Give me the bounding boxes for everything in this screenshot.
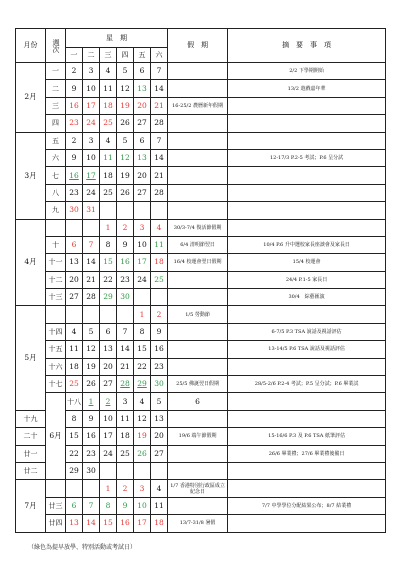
date-cell	[100, 202, 117, 219]
summary-cell: 13/2 遊戲嘉年華	[228, 80, 386, 97]
week-number-cell: 十三	[46, 289, 66, 306]
date-cell: 10	[83, 80, 100, 97]
date-cell: 12	[117, 80, 134, 97]
week-number-cell: 廿一	[16, 445, 46, 462]
summary-cell: 15/4 校運會	[228, 254, 386, 271]
week-row	[16, 289, 386, 306]
week-row	[16, 80, 386, 97]
date-cell: 5	[117, 132, 134, 149]
date-cell: 16	[66, 97, 83, 114]
date-cell: 3	[83, 63, 100, 80]
holiday-cell	[168, 115, 228, 132]
week-row	[16, 462, 386, 479]
date-cell: 15	[100, 515, 117, 532]
weekday-fri: 五	[134, 48, 151, 63]
date-cell: 27	[151, 445, 168, 462]
date-cell	[134, 202, 151, 219]
summary-cell	[228, 167, 386, 184]
date-cell: 13	[66, 515, 83, 532]
date-cell: 20	[134, 167, 151, 184]
holiday-cell: 1/5 勞動節	[168, 306, 228, 323]
month-cell: 2月	[16, 63, 46, 133]
summary-cell	[228, 462, 386, 479]
summary-cell	[228, 115, 386, 132]
date-cell: 18	[100, 97, 117, 114]
week-number-cell: 十七	[46, 376, 66, 393]
summary-cell	[228, 480, 386, 497]
date-cell: 4	[134, 393, 151, 410]
week-row	[16, 271, 386, 288]
week-number-cell: 一	[46, 63, 66, 80]
weekday-wed: 三	[100, 48, 117, 63]
date-cell: 15	[134, 341, 151, 358]
date-cell: 17	[83, 97, 100, 114]
date-cell: 16	[151, 341, 168, 358]
date-cell: 26	[117, 184, 134, 201]
summary-cell: 12-17/3 P.2-5 考試；P.6 呈分試	[228, 149, 386, 166]
date-cell: 2	[117, 219, 134, 236]
week-row	[16, 376, 386, 393]
summary-cell: 28/5-2/6 P.2-4 考試；P.5 呈分試；P.6 畢業試	[228, 376, 386, 393]
date-cell: 31	[83, 202, 100, 219]
week-row	[16, 115, 386, 132]
holiday-cell	[168, 132, 228, 149]
date-cell: 11	[100, 80, 117, 97]
date-cell: 7	[83, 236, 100, 253]
date-cell: 15	[66, 428, 83, 445]
summary-cell: 24/4 P.1-5 家長日	[228, 271, 386, 288]
date-cell: 7	[151, 63, 168, 80]
month-cell: 7月	[16, 480, 46, 532]
week-row	[16, 428, 386, 445]
date-cell: 22	[66, 445, 83, 462]
date-cell: 28	[117, 376, 134, 393]
date-cell: 4	[100, 132, 117, 149]
week-number-cell: 廿三	[46, 497, 66, 514]
week-number-cell	[46, 306, 66, 323]
date-cell: 17	[134, 254, 151, 271]
date-cell	[117, 202, 134, 219]
date-cell: 13	[66, 254, 83, 271]
date-cell: 5	[83, 323, 100, 340]
date-cell: 6	[134, 63, 151, 80]
date-cell: 9	[83, 410, 100, 427]
week-number-cell: 二十	[16, 428, 46, 445]
date-cell: 16	[83, 428, 100, 445]
week-number-cell: 十四	[46, 323, 66, 340]
summary-cell	[228, 219, 386, 236]
date-cell: 5	[117, 63, 134, 80]
date-cell: 1	[100, 219, 117, 236]
date-cell: 30	[83, 462, 100, 479]
week-number-cell	[46, 219, 66, 236]
date-cell: 28	[151, 184, 168, 201]
holiday-cell: 1/7 香港特別行政區成立紀念日	[168, 480, 228, 497]
date-cell	[100, 306, 117, 323]
date-cell: 11	[151, 236, 168, 253]
date-cell: 19	[83, 358, 100, 375]
month-header: 月份	[16, 29, 46, 63]
week-number-cell: 五	[46, 132, 66, 149]
date-cell: 4	[151, 480, 168, 497]
summary-cell	[228, 97, 386, 114]
date-cell: 21	[151, 167, 168, 184]
summary-cell	[228, 410, 386, 427]
date-cell: 28	[83, 289, 100, 306]
month-cell: 3月	[16, 132, 46, 219]
date-cell: 20	[66, 271, 83, 288]
week-row	[16, 480, 386, 497]
date-cell	[117, 306, 134, 323]
date-cell	[134, 289, 151, 306]
week-number-cell: 十一	[46, 254, 66, 271]
holiday-cell	[168, 63, 228, 80]
date-cell: 13	[134, 80, 151, 97]
date-cell: 29	[134, 376, 151, 393]
date-cell: 13	[100, 341, 117, 358]
week-row	[16, 167, 386, 184]
legend-note: （綠色為提早放學、特別活動或考試日）	[28, 544, 137, 551]
date-cell: 3	[134, 480, 151, 497]
summary-cell	[228, 202, 386, 219]
date-cell: 27	[134, 115, 151, 132]
month-cell: 6月	[46, 393, 66, 480]
date-cell: 14	[117, 341, 134, 358]
date-cell: 19	[117, 167, 134, 184]
summary-cell	[228, 184, 386, 201]
weekday-thu: 四	[117, 48, 134, 63]
date-cell: 10	[83, 149, 100, 166]
date-cell: 12	[117, 149, 134, 166]
date-cell: 18	[151, 515, 168, 532]
date-cell: 1	[100, 480, 117, 497]
date-cell: 26	[83, 376, 100, 393]
week-row	[16, 184, 386, 201]
week-header: 週次	[46, 29, 66, 63]
holiday-cell	[168, 167, 228, 184]
holiday-cell	[168, 184, 228, 201]
date-cell: 23	[66, 115, 83, 132]
date-cell: 7	[117, 323, 134, 340]
date-cell: 14	[83, 254, 100, 271]
week-row	[16, 358, 386, 375]
date-cell: 24	[83, 184, 100, 201]
date-cell: 13	[134, 149, 151, 166]
week-number-cell: 九	[46, 202, 66, 219]
weekday-sat: 六	[151, 48, 168, 63]
week-row	[16, 306, 386, 323]
date-cell: 23	[66, 184, 83, 201]
holiday-cell	[228, 393, 386, 410]
holiday-cell	[168, 202, 228, 219]
week-number-cell: 十八	[66, 393, 83, 410]
date-cell: 8	[66, 410, 83, 427]
date-cell: 2	[66, 132, 83, 149]
date-cell: 7	[83, 497, 100, 514]
date-cell: 6	[66, 497, 83, 514]
week-number-cell: 十二	[46, 271, 66, 288]
week-number-cell: 二	[46, 80, 66, 97]
week-row	[16, 97, 386, 114]
date-cell: 16	[117, 515, 134, 532]
summary-cell	[228, 306, 386, 323]
date-cell: 12	[134, 410, 151, 427]
date-cell: 24	[134, 271, 151, 288]
week-row	[16, 202, 386, 219]
date-cell: 25	[100, 184, 117, 201]
summary-cell	[228, 358, 386, 375]
date-cell: 21	[151, 97, 168, 114]
week-number-cell: 六	[46, 149, 66, 166]
date-cell	[151, 202, 168, 219]
date-cell: 16	[66, 167, 83, 184]
holiday-header: 假 期	[168, 29, 228, 63]
school-calendar-table	[15, 28, 386, 533]
date-cell: 9	[117, 497, 134, 514]
week-row	[16, 63, 386, 80]
weekday-tue: 二	[83, 48, 100, 63]
date-cell: 1	[83, 393, 100, 410]
holiday-cell: 25/5 佛誕翌日假期	[168, 376, 228, 393]
date-cell: 7	[151, 132, 168, 149]
date-cell: 14	[151, 149, 168, 166]
date-cell: 17	[83, 167, 100, 184]
date-cell: 18	[117, 428, 134, 445]
holiday-cell: 16/4 校運會翌日假期	[168, 254, 228, 271]
week-row	[16, 497, 386, 514]
date-cell: 22	[134, 358, 151, 375]
month-cell: 5月	[16, 306, 46, 410]
date-cell: 22	[100, 271, 117, 288]
date-cell: 6	[100, 323, 117, 340]
date-cell: 9	[66, 149, 83, 166]
date-cell: 2	[100, 393, 117, 410]
date-cell: 26	[117, 115, 134, 132]
date-cell: 15	[100, 254, 117, 271]
week-number-cell: 八	[46, 184, 66, 201]
date-cell: 10	[100, 410, 117, 427]
date-cell: 13	[151, 410, 168, 427]
month-cell: 4月	[16, 219, 46, 306]
week-row	[16, 445, 386, 462]
date-cell: 9	[117, 236, 134, 253]
week-number-cell: 廿二	[16, 462, 46, 479]
week-row	[16, 393, 386, 410]
week-number-cell: 十五	[46, 341, 66, 358]
date-cell: 20	[134, 97, 151, 114]
date-cell: 25	[151, 271, 168, 288]
date-cell: 30	[151, 376, 168, 393]
date-cell: 20	[151, 428, 168, 445]
week-row	[16, 323, 386, 340]
date-cell: 3	[134, 219, 151, 236]
date-cell: 27	[134, 184, 151, 201]
date-cell	[66, 306, 83, 323]
week-row	[16, 341, 386, 358]
date-cell: 1	[134, 306, 151, 323]
date-cell: 11	[66, 341, 83, 358]
holiday-cell: 16-25/2 農曆新年假期	[168, 97, 228, 114]
holiday-cell	[168, 80, 228, 97]
date-cell: 8	[134, 323, 151, 340]
holiday-cell: 30/3-7/4 復活節假期	[168, 219, 228, 236]
holiday-cell	[168, 445, 228, 462]
summary-cell: 30/4 綜藝匯演	[228, 289, 386, 306]
summary-header: 摘 要 事 項	[228, 29, 386, 63]
week-row	[16, 254, 386, 271]
summary-cell: 7/7 中學學位分配結果公布；8/7 結業禮	[228, 497, 386, 514]
week-number-cell: 三	[46, 97, 66, 114]
summary-cell: 10/4 P.6 升中選校家長座談會及家長日	[228, 236, 386, 253]
date-cell: 6	[66, 236, 83, 253]
holiday-cell	[168, 410, 228, 427]
date-cell: 23	[117, 271, 134, 288]
date-cell: 18	[151, 254, 168, 271]
date-cell: 14	[83, 515, 100, 532]
summary-cell: 26/6 畢業禮；27/6 畢業禮後備日	[228, 445, 386, 462]
date-cell: 23	[83, 445, 100, 462]
week-row	[16, 515, 386, 532]
date-cell: 27	[66, 289, 83, 306]
date-cell: 17	[100, 428, 117, 445]
holiday-cell	[168, 358, 228, 375]
date-cell: 23	[151, 358, 168, 375]
date-cell	[83, 219, 100, 236]
date-cell	[117, 462, 134, 479]
week-number-cell: 十六	[46, 358, 66, 375]
summary-cell: 2/2 下學期開始	[228, 63, 386, 80]
weekday-mon: 一	[66, 48, 83, 63]
week-number-cell: 廿四	[46, 515, 66, 532]
date-cell: 21	[83, 271, 100, 288]
date-cell: 17	[134, 515, 151, 532]
date-cell: 24	[100, 445, 117, 462]
date-cell	[134, 462, 151, 479]
date-cell: 10	[134, 497, 151, 514]
date-cell: 14	[151, 80, 168, 97]
date-cell: 18	[66, 358, 83, 375]
week-row	[16, 410, 386, 427]
date-cell: 28	[151, 115, 168, 132]
date-cell: 4	[100, 63, 117, 80]
date-cell: 25	[66, 376, 83, 393]
date-cell: 12	[83, 341, 100, 358]
date-cell: 29	[66, 462, 83, 479]
date-cell: 3	[117, 393, 134, 410]
date-cell: 16	[117, 254, 134, 271]
date-cell: 24	[83, 115, 100, 132]
summary-cell	[228, 132, 386, 149]
week-number-cell: 七	[46, 167, 66, 184]
date-cell: 29	[100, 289, 117, 306]
date-cell: 27	[100, 376, 117, 393]
date-cell: 2	[151, 306, 168, 323]
calendar-body	[16, 63, 386, 533]
date-cell: 8	[100, 236, 117, 253]
holiday-cell	[168, 462, 228, 479]
date-cell: 9	[151, 323, 168, 340]
date-cell	[66, 219, 83, 236]
date-cell: 2	[117, 480, 134, 497]
date-cell	[66, 480, 83, 497]
date-cell: 2	[66, 63, 83, 80]
week-row	[16, 236, 386, 253]
date-cell: 6	[168, 393, 228, 410]
holiday-cell	[168, 323, 228, 340]
date-cell: 4	[151, 219, 168, 236]
date-cell: 5	[151, 393, 168, 410]
date-cell	[83, 306, 100, 323]
date-cell: 4	[66, 323, 83, 340]
date-cell: 26	[134, 445, 151, 462]
date-cell: 20	[100, 358, 117, 375]
date-cell: 11	[117, 410, 134, 427]
date-cell: 19	[134, 428, 151, 445]
date-cell: 30	[117, 289, 134, 306]
holiday-cell	[168, 149, 228, 166]
holiday-cell	[168, 341, 228, 358]
date-cell: 3	[83, 132, 100, 149]
date-cell: 21	[117, 358, 134, 375]
weekday-group-header: 星 期	[66, 29, 168, 48]
holiday-cell: 19/6 端午節假期	[168, 428, 228, 445]
date-cell: 6	[134, 132, 151, 149]
week-number-cell: 十九	[16, 410, 46, 427]
week-row	[16, 149, 386, 166]
date-cell	[100, 462, 117, 479]
date-cell	[151, 462, 168, 479]
date-cell: 9	[66, 80, 83, 97]
date-cell	[151, 289, 168, 306]
date-cell: 19	[117, 97, 134, 114]
summary-cell: 13-14/5 P.6 TSA 說話及視話評估	[228, 341, 386, 358]
holiday-cell: 6/4 清明節翌日	[168, 236, 228, 253]
week-number-cell: 十	[46, 236, 66, 253]
holiday-cell: 13/7-31/8 暑假	[168, 515, 228, 532]
date-cell	[83, 480, 100, 497]
week-row	[16, 219, 386, 236]
week-number-cell: 四	[46, 115, 66, 132]
holiday-cell	[168, 289, 228, 306]
date-cell: 30	[66, 202, 83, 219]
date-cell: 11	[151, 497, 168, 514]
date-cell: 11	[100, 149, 117, 166]
date-cell: 25	[117, 445, 134, 462]
summary-cell	[228, 515, 386, 532]
summary-cell: 6-7/5 P.3 TSA 說話及視話評估	[228, 323, 386, 340]
holiday-cell	[168, 497, 228, 514]
week-row	[16, 132, 386, 149]
date-cell: 8	[100, 497, 117, 514]
date-cell: 10	[134, 236, 151, 253]
week-number-cell	[46, 480, 66, 497]
date-cell: 25	[100, 115, 117, 132]
summary-cell: 15-16/6 P.3 及 P.6 TSA 紙筆評估	[228, 428, 386, 445]
holiday-cell	[168, 271, 228, 288]
date-cell: 18	[100, 167, 117, 184]
